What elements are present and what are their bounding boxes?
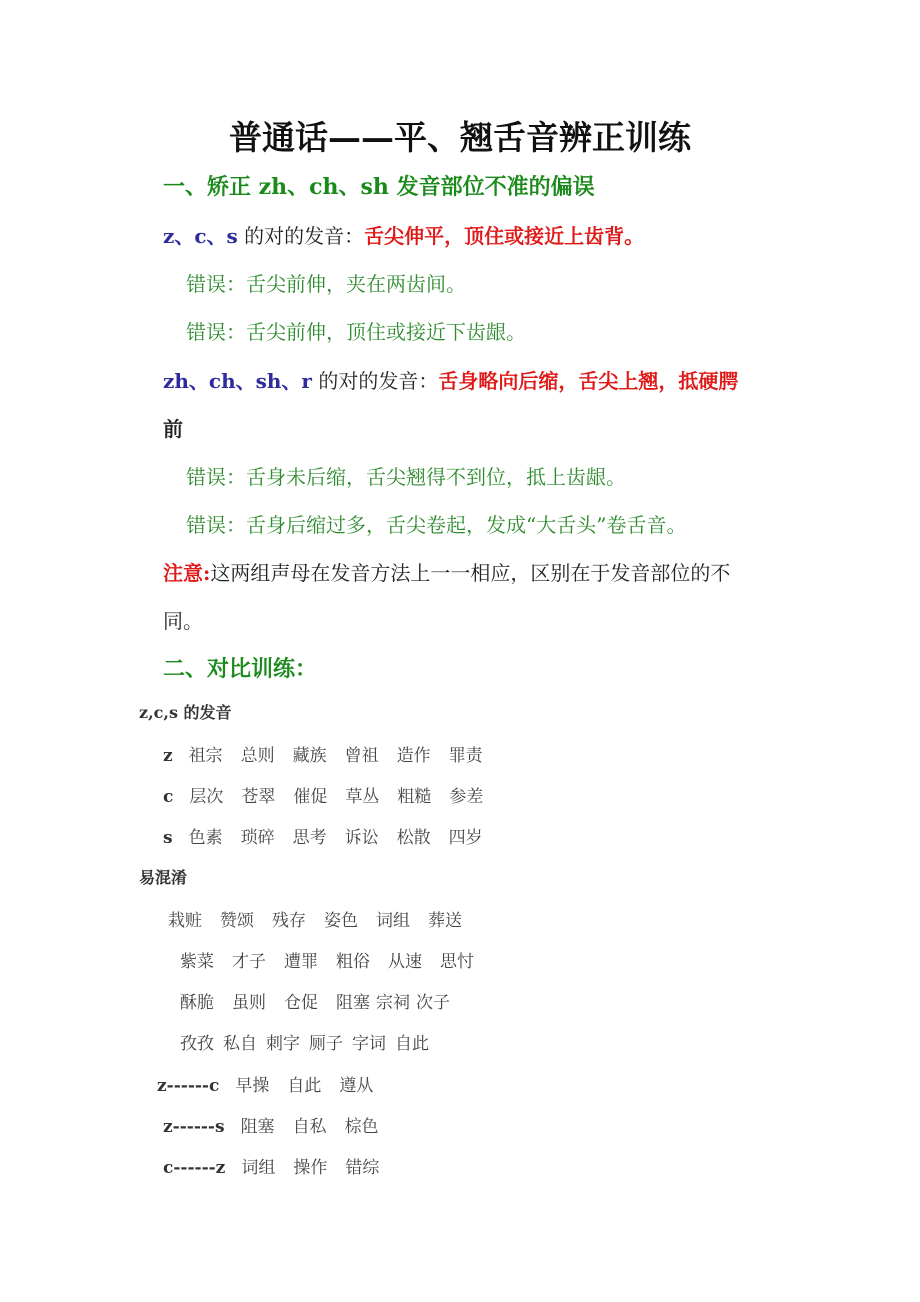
- row-key: s: [163, 828, 173, 848]
- zcs-correct: 舌尖伸平，顶住或接近上齿背。: [364, 224, 645, 248]
- zcs-letters: z、c、s: [163, 224, 238, 248]
- zcs-error-1: 错误：舌尖前伸，夹在两齿间。: [186, 272, 466, 296]
- confusing-subheading: 易混淆: [139, 868, 188, 887]
- zcs-text: 的对的发音：: [244, 224, 365, 248]
- page-title: 普通话——平、翘舌音辨正训练: [229, 118, 691, 157]
- mixed-row-2: [180, 947, 492, 972]
- pair-row-cz: [163, 1153, 397, 1178]
- practice-row-z: [163, 741, 501, 766]
- zcs-line: [163, 220, 644, 249]
- word: 紫菜: [180, 952, 214, 972]
- practice-row-s: [163, 823, 501, 848]
- pair-key: c------z: [163, 1158, 226, 1178]
- word: 残存: [272, 911, 306, 931]
- word: 参差: [449, 787, 484, 807]
- practice-row-c: [163, 782, 501, 807]
- word: 才子: [232, 952, 266, 972]
- zhchshr-correct-cont: 前: [163, 417, 183, 441]
- word: 琐碎: [240, 828, 275, 848]
- word: 藏族: [292, 746, 327, 766]
- pair-row-zs: [163, 1112, 397, 1137]
- word: 葬送: [428, 911, 462, 931]
- word: 阻塞: [240, 1117, 275, 1137]
- word: 棕色: [344, 1117, 379, 1137]
- section2-heading: 二、对比训练：: [163, 656, 318, 682]
- word: 词组: [241, 1158, 276, 1178]
- word: 词组: [376, 911, 410, 931]
- pair-row-zc: [157, 1071, 391, 1096]
- word: 遭罪: [284, 952, 318, 972]
- word: 次子: [416, 993, 450, 1013]
- word: 从速: [388, 952, 422, 972]
- word: 操作: [293, 1158, 328, 1178]
- note-label: 注意:: [163, 561, 211, 585]
- word: 错综: [345, 1158, 380, 1178]
- mixed-row-4: [180, 1029, 447, 1054]
- mixed-row-1: [168, 906, 480, 931]
- word: 自此: [287, 1076, 322, 1096]
- section1-heading: 一、矫正 zh、ch、sh 发音部位不准的偏误: [163, 174, 595, 200]
- word: 松散: [396, 828, 431, 848]
- word: 思忖: [440, 952, 474, 972]
- word: 阻塞: [336, 993, 370, 1013]
- word: 仓促: [284, 993, 318, 1013]
- word: 厕子: [309, 1034, 343, 1054]
- note-line: [163, 557, 730, 586]
- note-line-2: 同。: [163, 609, 203, 633]
- zcs-error-2: 错误：舌尖前伸，顶住或接近下齿龈。: [186, 320, 526, 344]
- word: 自私: [292, 1117, 327, 1137]
- word: 诉讼: [344, 828, 379, 848]
- row-key: z: [163, 746, 173, 766]
- word: 早操: [235, 1076, 270, 1096]
- word: 四岁: [448, 828, 483, 848]
- word: 苍翠: [241, 787, 276, 807]
- word: 赞颂: [220, 911, 254, 931]
- word: 栽赃: [168, 911, 202, 931]
- zhchshr-error-1: 错误：舌身未后缩，舌尖翘得不到位，抵上齿龈。: [186, 465, 626, 489]
- word: 酥脆: [180, 993, 214, 1013]
- note-text: 这两组声母在发音方法上一一相应，区别在于发音部位的不: [210, 561, 731, 585]
- zhchshr-correct: 舌身略向后缩，舌尖上翘，抵硬腭: [438, 369, 739, 393]
- word: 宗祠: [376, 993, 410, 1013]
- zcs-subheading: z,c,s 的发音: [139, 703, 232, 722]
- word: 刺字: [266, 1034, 300, 1054]
- word: 粗糙: [397, 787, 432, 807]
- word: 祖宗: [188, 746, 223, 766]
- word: 造作: [396, 746, 431, 766]
- zhchshr-letters: zh、ch、sh、r: [163, 369, 312, 393]
- word: 总则: [240, 746, 275, 766]
- word: 姿色: [324, 911, 358, 931]
- word: 虽则: [232, 993, 266, 1013]
- word: 曾祖: [344, 746, 379, 766]
- word: 字词: [352, 1034, 386, 1054]
- zhchshr-line: [163, 365, 738, 394]
- row-key: c: [163, 787, 174, 807]
- word: 孜孜: [180, 1034, 214, 1054]
- word: 催促: [293, 787, 328, 807]
- word: 遵从: [339, 1076, 374, 1096]
- word: 层次: [189, 787, 224, 807]
- word: 私自: [223, 1034, 257, 1054]
- word: 罪责: [448, 746, 483, 766]
- pair-key: z------c: [157, 1076, 220, 1096]
- word: 自此: [395, 1034, 429, 1054]
- pair-key: z------s: [163, 1117, 225, 1137]
- word: 粗俗: [336, 952, 370, 972]
- word: 草丛: [345, 787, 380, 807]
- word: 思考: [292, 828, 327, 848]
- mixed-row-3: [180, 988, 468, 1013]
- word: 色素: [188, 828, 223, 848]
- zhchshr-text: 的对的发音：: [318, 369, 439, 393]
- zhchshr-error-2: 错误：舌身后缩过多，舌尖卷起，发成“大舌头”卷舌音。: [186, 513, 687, 537]
